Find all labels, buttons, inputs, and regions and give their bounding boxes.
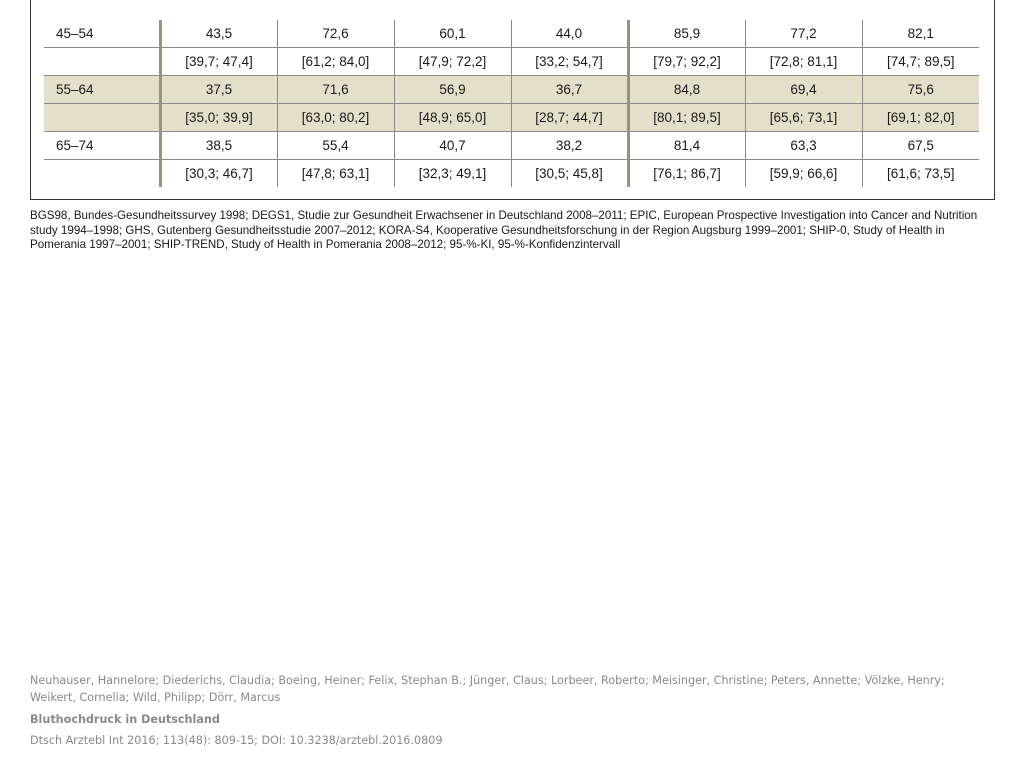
confidence-interval: [74,7; 89,5] [862, 48, 979, 76]
empty-cell [44, 160, 160, 188]
prevalence-value: 85,9 [628, 20, 745, 48]
age-group-label: 55–64 [44, 76, 160, 104]
confidence-interval: [72,8; 81,1] [745, 48, 862, 76]
prevalence-value: 55,4 [277, 132, 394, 160]
citation-title: Bluthochdruck in Deutschland [30, 713, 220, 726]
table-footnote: BGS98, Bundes-Gesundheitssurvey 1998; DEGS1, Studie zur Gesundheit Erwachsener in Deutschland 2008–2011; EPIC, European Prospective Investigation into Cancer and Nutrition study 1994–1998; GHS, Gutenberg Gesundheitsstudie 2007–2012; KORA-S4, Kooperative Gesundheitsforschung in der Region Augsburg 1999–2001; SHIP-0, Study of Health in Pomerania 1997–2001; SHIP-TREND, Study of Health in Pomerania 2008–2012; 95-%-KI, 95-%-Konfidenzintervall [30, 209, 978, 251]
prevalence-value: 63,3 [745, 132, 862, 160]
prevalence-value: 81,4 [628, 132, 745, 160]
prevalence-value: 77,2 [745, 20, 862, 48]
confidence-interval: [33,2; 54,7] [511, 48, 628, 76]
empty-cell [44, 48, 160, 76]
prevalence-value: 71,6 [277, 76, 394, 104]
confidence-interval: [32,3; 49,1] [394, 160, 511, 188]
confidence-interval: [28,7; 44,7] [511, 104, 628, 132]
confidence-interval: [80,1; 89,5] [628, 104, 745, 132]
prevalence-value: 60,1 [394, 20, 511, 48]
prevalence-value: 36,7 [511, 76, 628, 104]
empty-cell [44, 104, 160, 132]
table-row [44, 76, 979, 104]
table-row [44, 104, 979, 132]
confidence-interval: [76,1; 86,7] [628, 160, 745, 188]
prevalence-value: 38,2 [511, 132, 628, 160]
prevalence-value: 43,5 [160, 20, 277, 48]
prevalence-value: 69,4 [745, 76, 862, 104]
prevalence-value: 82,1 [862, 20, 979, 48]
prevalence-value: 37,5 [160, 76, 277, 104]
citation-block [30, 672, 990, 749]
age-group-label: 65–74 [44, 132, 160, 160]
confidence-interval: [59,9; 66,6] [745, 160, 862, 188]
table-row [44, 132, 979, 160]
prevalence-value: 84,8 [628, 76, 745, 104]
confidence-interval: [47,8; 63,1] [277, 160, 394, 188]
confidence-interval: [65,6; 73,1] [745, 104, 862, 132]
confidence-interval: [79,7; 92,2] [628, 48, 745, 76]
prevalence-value: 44,0 [511, 20, 628, 48]
prevalence-value: 67,5 [862, 132, 979, 160]
citation-reference: Dtsch Arztebl Int 2016; 113(48): 809-15; DOI: 10.3238/arztebl.2016.0809 [30, 734, 443, 747]
confidence-interval: [69,1; 82,0] [862, 104, 979, 132]
citation-authors: Neuhauser, Hannelore; Diederichs, Claudia; Boeing, Heiner; Felix, Stephan B.; Jünger, Claus; Lorbeer, Roberto; Meisinger, Christine; Peters, Annette; Völzke, Henry; Weikert, Cornelia; Wild, Philipp; Dörr, Marcus [30, 674, 945, 704]
table-row [44, 160, 979, 188]
confidence-interval: [30,5; 45,8] [511, 160, 628, 188]
prevalence-value: 75,6 [862, 76, 979, 104]
confidence-interval: [47,9; 72,2] [394, 48, 511, 76]
confidence-interval: [61,2; 84,0] [277, 48, 394, 76]
confidence-interval: [30,3; 46,7] [160, 160, 277, 188]
confidence-interval: [35,0; 39,9] [160, 104, 277, 132]
prevalence-value: 72,6 [277, 20, 394, 48]
confidence-interval: [63,0; 80,2] [277, 104, 394, 132]
prevalence-table [44, 20, 979, 187]
table-row [44, 20, 979, 48]
confidence-interval: [48,9; 65,0] [394, 104, 511, 132]
prevalence-value: 40,7 [394, 132, 511, 160]
prevalence-value: 38,5 [160, 132, 277, 160]
confidence-interval: [61,6; 73,5] [862, 160, 979, 188]
prevalence-value: 56,9 [394, 76, 511, 104]
table-row [44, 48, 979, 76]
age-group-label: 45–54 [44, 20, 160, 48]
confidence-interval: [39,7; 47,4] [160, 48, 277, 76]
